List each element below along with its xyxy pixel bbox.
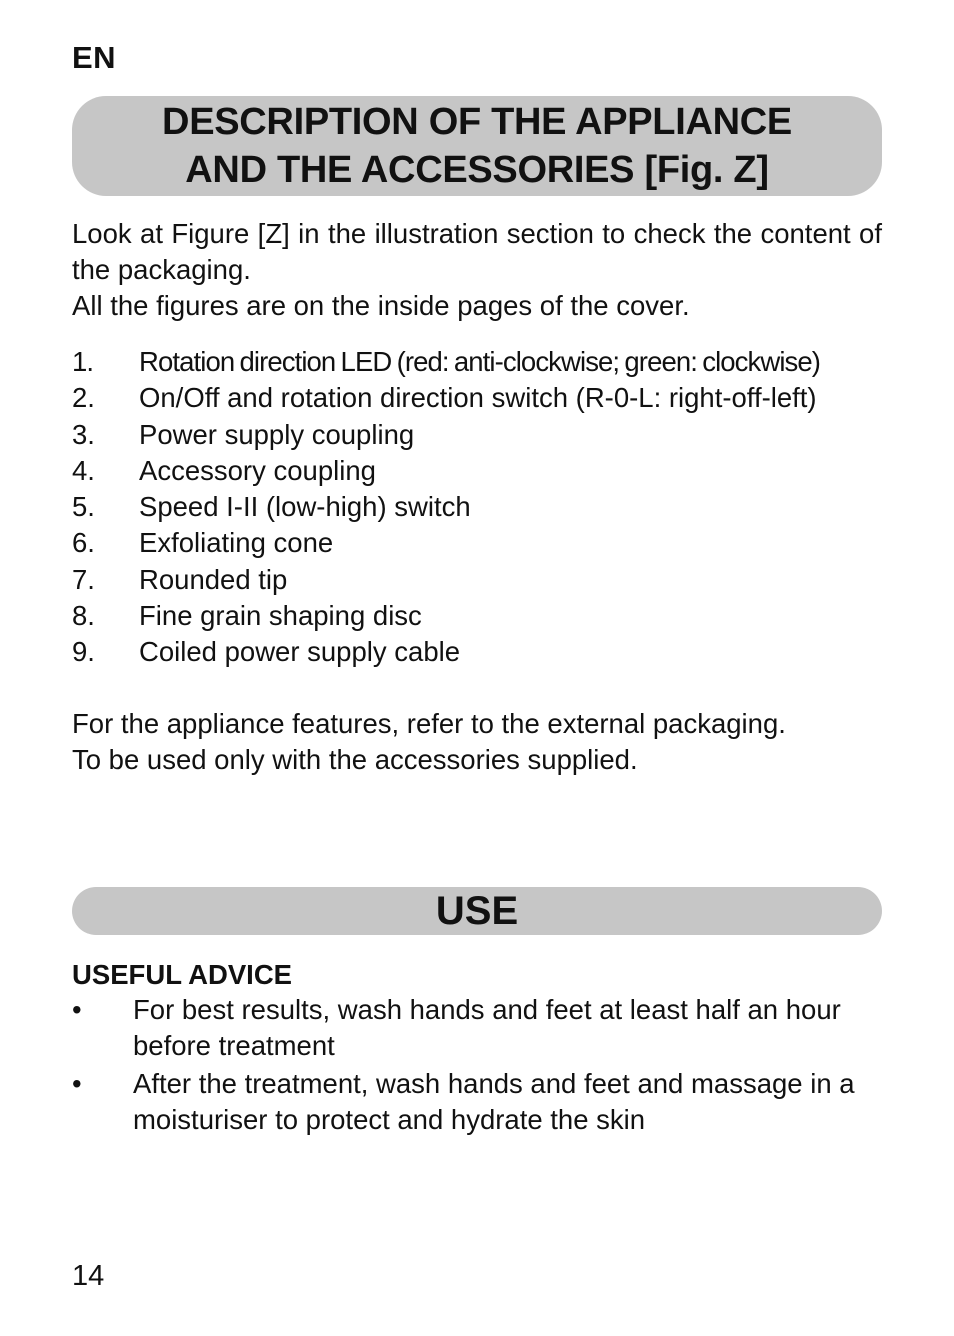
bullet-icon: • [72, 994, 82, 1025]
component-text: Coiled power supply cable [139, 636, 461, 668]
component-text: Rotation direction LED (red: anti-clockwise; green: clockwise) [139, 346, 821, 377]
packaging-notes [72, 706, 882, 778]
advice-item [72, 992, 882, 1065]
component-item [72, 562, 892, 598]
useful-advice-title: USEFUL ADVICE [72, 959, 293, 990]
component-number: 3. [72, 418, 95, 450]
component-item [72, 634, 892, 670]
intro-paragraph-cover: All the figures are on the inside pages of the cover. [72, 290, 690, 321]
component-item [72, 489, 892, 525]
component-list [72, 344, 892, 671]
component-number: 7. [72, 563, 95, 595]
advice-text: For best results, wash hands and feet at least half an hour before treatment [133, 994, 841, 1062]
component-text: Accessory coupling [139, 454, 376, 486]
advice-list [72, 992, 882, 1139]
component-text: Exfoliating cone [139, 527, 334, 559]
component-text: Fine grain shaping disc [139, 600, 422, 632]
component-item [72, 380, 892, 416]
component-number: 4. [72, 454, 95, 486]
bullet-icon: • [72, 1067, 82, 1099]
description-heading-line-1: DESCRIPTION OF THE APPLIANCE [162, 101, 792, 143]
page-number: 14 [72, 1260, 105, 1292]
description-heading-line-2: AND THE ACCESSORIES [Fig. Z] [185, 149, 769, 191]
advice-text: After the treatment, wash hands and feet and massage in a moisturiser to protect and hydrate the skin [133, 1067, 855, 1135]
component-item [72, 453, 892, 489]
component-text: Rounded tip [139, 563, 288, 595]
accessories-note: To be used only with the accessories supplied. [72, 744, 638, 775]
component-text: Speed I-II (low-high) switch [139, 491, 471, 523]
component-number: 8. [72, 600, 95, 632]
intro-text [72, 216, 882, 324]
component-number: 2. [72, 382, 95, 414]
component-text: Power supply coupling [139, 418, 415, 450]
component-number: 9. [72, 636, 95, 668]
component-item [72, 598, 892, 634]
component-item [72, 417, 892, 453]
component-number: 1. [72, 346, 94, 377]
features-note: For the appliance features, refer to the external packaging. [72, 708, 786, 739]
component-number: 5. [72, 491, 95, 523]
component-item [72, 525, 892, 561]
component-text: On/Off and rotation direction switch (R-0-L: right-off-left) [139, 382, 817, 414]
component-item [72, 344, 892, 380]
language-label: EN [72, 40, 117, 75]
intro-paragraph-figure: Look at Figure [Z] in the illustration section to check the content of the packaging. [72, 218, 882, 285]
component-number: 6. [72, 527, 95, 559]
use-heading: USE [72, 887, 882, 935]
advice-item [72, 1066, 882, 1139]
description-heading [72, 96, 882, 196]
